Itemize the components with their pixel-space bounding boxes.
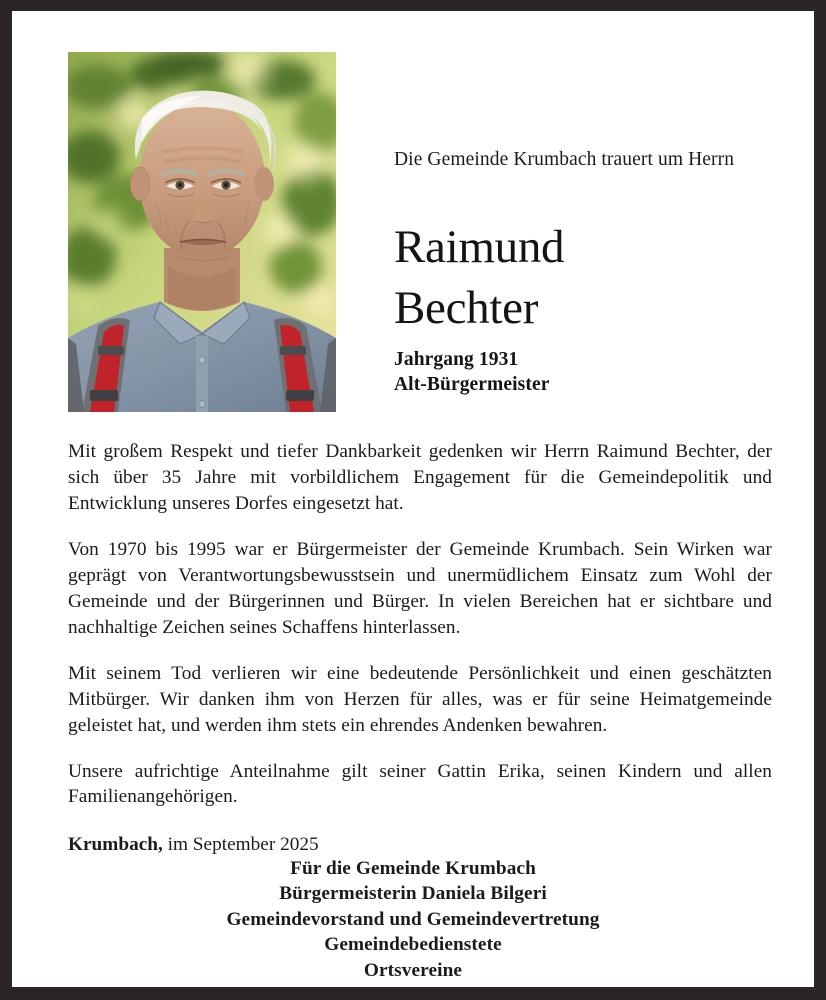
body-paragraph: Von 1970 bis 1995 war er Bürgermeister der Gemeinde Krumbach. Sein Wirken war geprägt von Verantwortungsbewusstsein und unermüdlichem Einsatz zum Wohl der Gemeinde und der Bürgerinnen und Bürger. In vielen Bereichen hat er sichtbare und nachhaltige Zeichen seines Schaffens hinterlassen.: [68, 538, 772, 638]
signature-line: Für die Gemeinde Krumbach: [290, 858, 536, 879]
deceased-details: [394, 347, 772, 398]
obituary-notice-page: [12, 11, 814, 987]
deceased-last-name: Bechter: [394, 282, 539, 335]
body-paragraph: Mit seinem Tod verlieren wir eine bedeutende Persönlichkeit und einen geschätzten Mitbürger. Wir danken ihm von Herzen für alles, was er für seine Heimatgemeinde geleistet hat, und werden ihm stets ein ehrendes Andenken bewahren.: [68, 662, 772, 736]
notice-header-area: [12, 11, 814, 396]
birth-year-label: Jahrgang 1931: [394, 349, 519, 371]
signature-line: Gemeindebedienstete: [324, 934, 502, 956]
signature-line: Bürgermeisterin Daniela Bilgeri: [279, 883, 547, 905]
body-paragraph: Mit großem Respekt und tiefer Dankbarkeit gedenken wir Herrn Raimund Bechter, der sich über 35 Jahre mit vorbildlichem Engagement für die Gemeindepolitik und Entwicklung unseres Dorfes eingesetzt hat.: [68, 441, 772, 514]
place-and-date: [68, 832, 772, 858]
body-paragraph: Unsere aufrichtige Anteilnahme gilt seiner Gattin Erika, seinen Kindern und allen Familienangehörigen.: [68, 760, 772, 808]
deceased-title: Alt-Bürgermeister: [394, 374, 550, 396]
signature-line: Gemeindevorstand und Gemeindevertretung: [226, 908, 600, 930]
signature-line: Ortsvereine: [363, 959, 463, 981]
date-label: im September 2025: [162, 834, 319, 856]
deceased-first-name: Raimund: [394, 220, 565, 273]
place-label: Krumbach,: [68, 834, 163, 856]
obituary-body: [68, 439, 772, 858]
deceased-name: [394, 217, 772, 339]
signature-block: [12, 856, 814, 983]
portrait-photo: [68, 52, 336, 412]
lead-line: Die Gemeinde Krumbach trauert um Herrn: [394, 149, 735, 170]
notice-heading-column: [394, 147, 772, 398]
